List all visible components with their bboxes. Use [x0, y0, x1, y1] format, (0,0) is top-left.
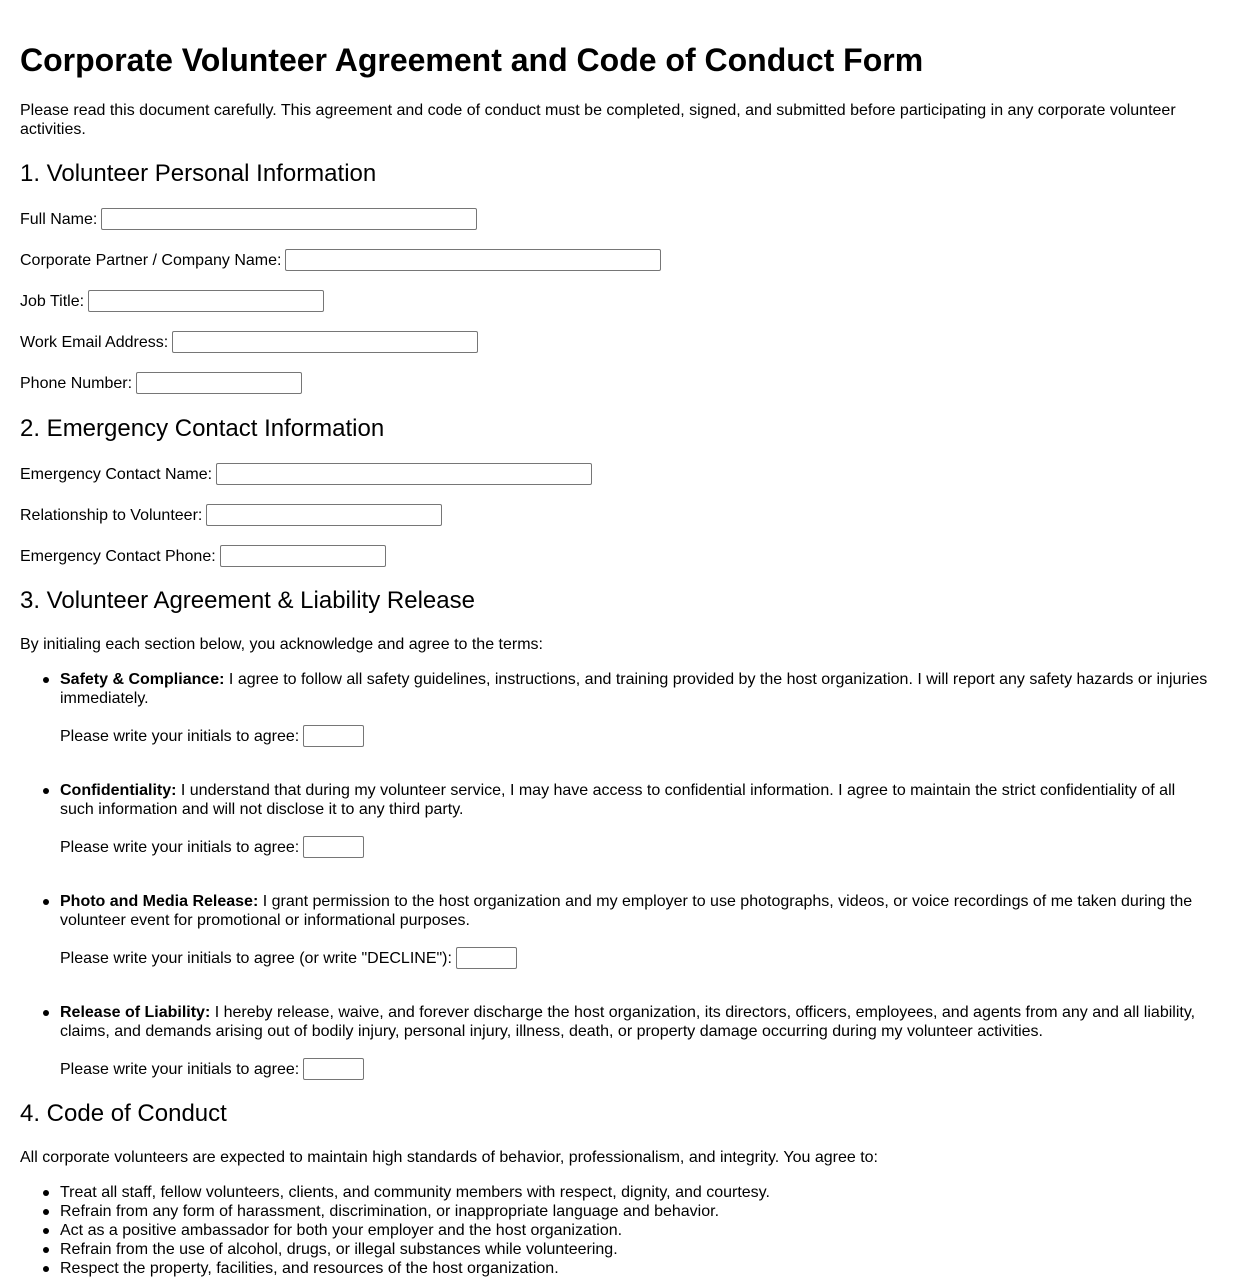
section-heading-conduct: 4. Code of Conduct — [20, 1100, 227, 1127]
intro-text: Please read this document carefully. This agreement and code of conduct must be completed, signed, and submitted before participating in any corporate volunteer activities. — [20, 102, 1176, 138]
bullet-icon — [43, 1209, 49, 1215]
initials-row — [60, 947, 1212, 969]
agreement-title: Safety & Compliance: — [60, 671, 225, 688]
agreement-text — [60, 1003, 1212, 1041]
relationship-input[interactable] — [206, 504, 442, 526]
agreement-intro: By initialing each section below, you acknowledge and agree to the terms: — [20, 636, 543, 653]
company-label: Corporate Partner / Company Name: — [20, 251, 282, 269]
agreement-item-photo-release — [60, 892, 1212, 969]
phone-row — [20, 372, 302, 394]
list-item — [60, 1221, 770, 1240]
conduct-item-text: Treat all staff, fellow volunteers, clients, and community members with respect, dignity, and courtesy. — [60, 1184, 770, 1201]
relationship-label: Relationship to Volunteer: — [20, 506, 203, 524]
initials-input-safety[interactable] — [303, 725, 364, 747]
company-input[interactable] — [285, 249, 661, 271]
job-title-label: Job Title: — [20, 292, 85, 310]
initials-row — [60, 836, 1212, 858]
agreement-item-confidentiality — [60, 781, 1212, 858]
email-input[interactable] — [172, 331, 478, 353]
list-item — [60, 1183, 770, 1202]
emergency-name-row — [20, 463, 592, 485]
initials-row — [60, 1058, 1212, 1080]
initials-label: Please write your initials to agree: — [60, 1060, 300, 1078]
bullet-icon — [43, 677, 49, 683]
page-title: Corporate Volunteer Agreement and Code of Conduct Form — [20, 42, 924, 78]
agreement-body: I grant permission to the host organization and my employer to use photographs, videos, or voice recordings of me taken during the volunteer event for promotional or informational purposes. — [60, 893, 1193, 929]
email-row — [20, 331, 478, 353]
bullet-icon — [43, 899, 49, 905]
job-title-input[interactable] — [88, 290, 324, 312]
emergency-phone-label: Emergency Contact Phone: — [20, 547, 216, 565]
job-title-row — [20, 290, 324, 312]
section-heading-agreement: 3. Volunteer Agreement & Liability Release — [20, 587, 475, 614]
bullet-icon — [43, 1247, 49, 1253]
relationship-row — [20, 504, 442, 526]
full-name-input[interactable] — [101, 208, 477, 230]
section-heading-emergency: 2. Emergency Contact Information — [20, 415, 385, 442]
initials-label: Please write your initials to agree: — [60, 838, 300, 856]
conduct-item-text: Refrain from any form of harassment, discrimination, or inappropriate language and behavior. — [60, 1203, 720, 1220]
agreement-text — [60, 781, 1212, 819]
full-name-label: Full Name: — [20, 210, 98, 228]
initials-input-photo-release[interactable] — [456, 947, 517, 969]
initials-input-liability[interactable] — [303, 1058, 364, 1080]
list-item — [60, 1202, 770, 1221]
agreement-title: Photo and Media Release: — [60, 893, 259, 910]
conduct-item-text: Act as a positive ambassador for both your employer and the host organization. — [60, 1222, 623, 1239]
conduct-item-text: Respect the property, facilities, and resources of the host organization. — [60, 1260, 559, 1277]
conduct-list — [60, 1183, 770, 1278]
initials-input-confidentiality[interactable] — [303, 836, 364, 858]
bullet-icon — [43, 788, 49, 794]
phone-input[interactable] — [136, 372, 302, 394]
full-name-row — [20, 208, 477, 230]
emergency-name-label: Emergency Contact Name: — [20, 465, 213, 483]
initials-row — [60, 725, 1212, 747]
agreement-body: I understand that during my volunteer service, I may have access to confidential information. I agree to maintain the strict confidentiality of all such information and will not disclose it to any third party. — [60, 782, 1176, 818]
initials-label: Please write your initials to agree (or write "DECLINE"): — [60, 949, 452, 967]
company-row — [20, 249, 661, 271]
emergency-name-input[interactable] — [216, 463, 592, 485]
agreement-item-safety — [60, 670, 1212, 747]
agreement-item-liability — [60, 1003, 1212, 1080]
emergency-phone-row — [20, 545, 386, 567]
emergency-phone-input[interactable] — [220, 545, 386, 567]
bullet-icon — [43, 1228, 49, 1234]
section-heading-personal: 1. Volunteer Personal Information — [20, 160, 377, 187]
conduct-intro: All corporate volunteers are expected to maintain high standards of behavior, professionalism, and integrity. You agree to: — [20, 1149, 878, 1166]
list-item — [60, 1259, 770, 1278]
list-item — [60, 1240, 770, 1259]
agreement-body: I hereby release, waive, and forever discharge the host organization, its directors, officers, employees, and agents from any and all liability, claims, and demands arising out of bodily injury, personal injury, illness, death, or property damage occurring during my volunteer activities. — [60, 1004, 1196, 1040]
phone-label: Phone Number: — [20, 374, 133, 392]
bullet-icon — [43, 1190, 49, 1196]
email-label: Work Email Address: — [20, 333, 169, 351]
bullet-icon — [43, 1010, 49, 1016]
agreement-title: Release of Liability: — [60, 1004, 211, 1021]
initials-label: Please write your initials to agree: — [60, 727, 300, 745]
agreement-text — [60, 670, 1212, 708]
bullet-icon — [43, 1266, 49, 1272]
agreement-title: Confidentiality: — [60, 782, 177, 799]
conduct-item-text: Refrain from the use of alcohol, drugs, or illegal substances while volunteering. — [60, 1241, 618, 1258]
agreement-body: I agree to follow all safety guidelines, instructions, and training provided by the host organization. I will report any safety hazards or injuries immediately. — [60, 671, 1208, 707]
agreement-text — [60, 892, 1212, 930]
